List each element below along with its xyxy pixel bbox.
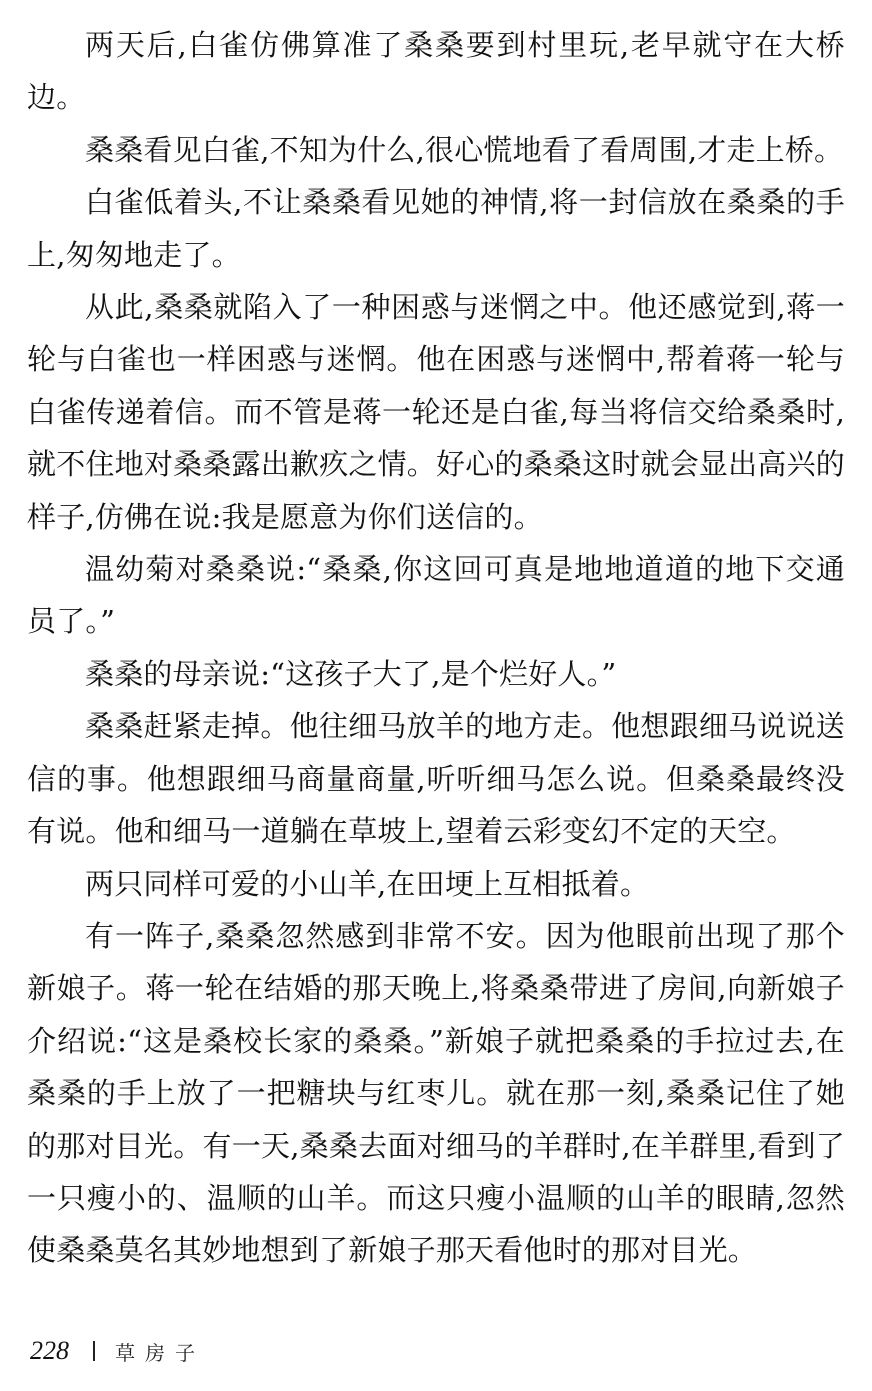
paragraph: 两天后,白雀仿佛算准了桑桑要到村里玩,老早就守在大桥边。: [27, 28, 845, 115]
paragraph: 桑桑赶紧走掉。他往细马放羊的地方走。他想跟细马说说送信的事。他想跟细马商量商量,听听细马怎么说。但桑桑最终没有说。他和细马一道躺在草坡上,望着云彩变幻不定的天空。: [27, 709, 845, 849]
page-number: 228: [30, 1336, 69, 1365]
paragraph: 有一阵子,桑桑忽然感到非常不安。因为他眼前出现了那个新娘子。蒋一轮在结婚的那天晚上,将桑桑带进了房间,向新娘子介绍说:“这是桑校长家的桑桑。”新娘子就把桑桑的手拉过去,在桑桑的手上放了一把糖块与红枣儿。就在那一刻,桑桑记住了她的那对目光。有一天,桑桑去面对细马的羊群时,在羊群里,看到了一只瘦小的、温顺的山羊。而这只瘦小温顺的山羊的眼睛,忽然使桑桑莫名其妙地想到了新娘子那天看他时的那对目光。: [27, 918, 845, 1268]
paragraph: 白雀低着头,不让桑桑看见她的神情,将一封信放在桑桑的手上,匆匆地走了。: [27, 185, 845, 272]
page-footer: [30, 1333, 205, 1369]
paragraph: 桑桑的母亲说:“这孩子大了,是个烂好人。”: [85, 656, 617, 691]
paragraph: 从此,桑桑就陷入了一种困惑与迷惘之中。他还感觉到,蒋一轮与白雀也一样困惑与迷惘。他在困惑与迷惘中,帮着蒋一轮与白雀传递着信。而不管是蒋一轮还是白雀,每当将信交给桑桑时,就不住地对桑桑露出歉疚之情。好心的桑桑这时就会显出高兴的样子,仿佛在说:我是愿意为你们送信的。: [27, 290, 845, 534]
footer-divider: [93, 1341, 95, 1361]
paragraph: 两只同样可爱的小山羊,在田埂上互相抵着。: [85, 866, 650, 901]
paragraph: 温幼菊对桑桑说:“桑桑,你这回可真是地地道道的地下交通员了。”: [27, 552, 845, 639]
paragraph: 桑桑看见白雀,不知为什么,很心慌地看了看周围,才走上桥。: [85, 132, 844, 167]
page-body: [27, 19, 845, 1277]
book-title: 草房子: [115, 1340, 205, 1365]
